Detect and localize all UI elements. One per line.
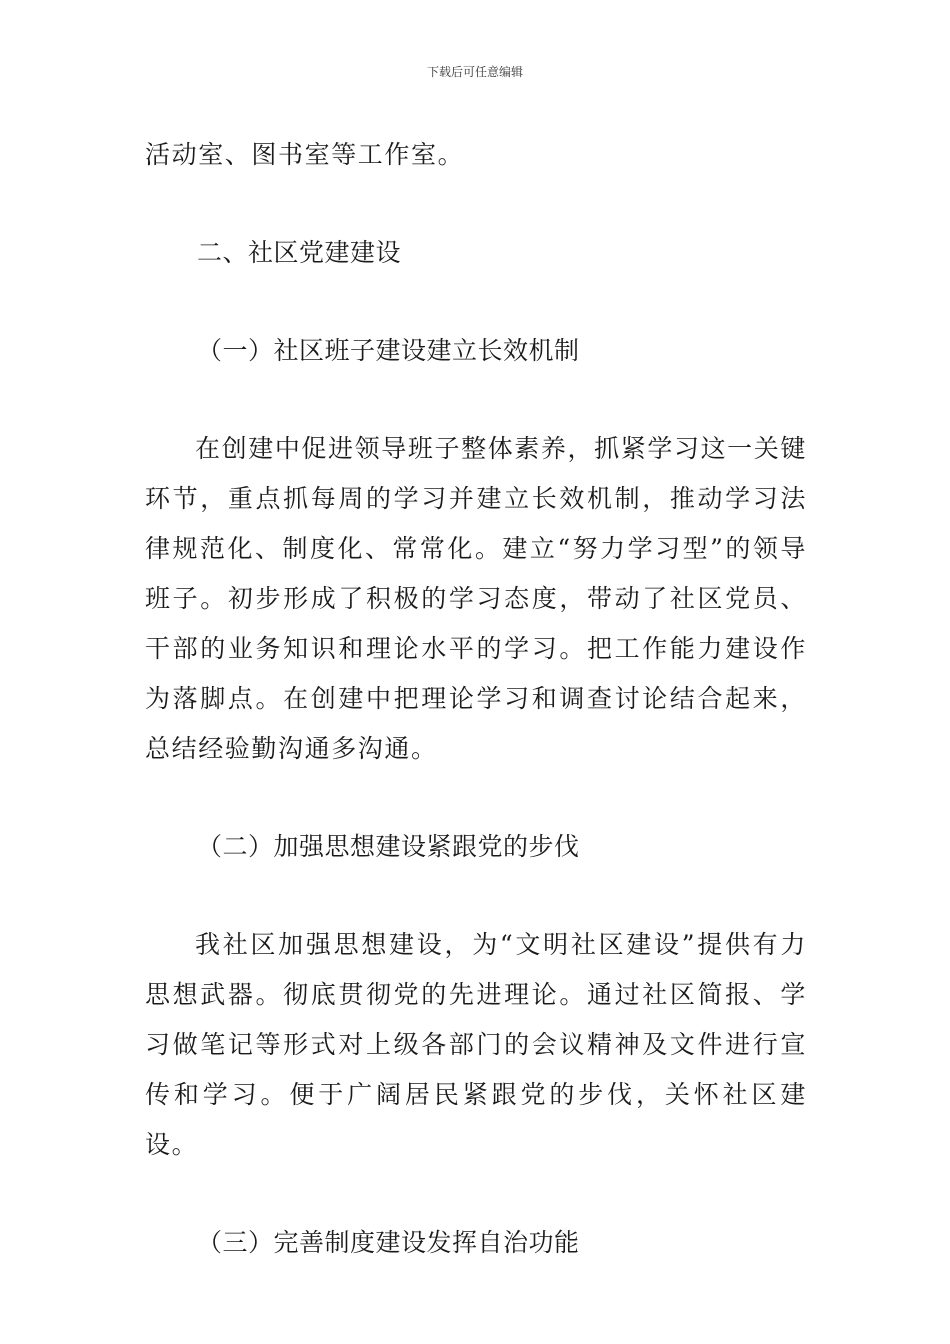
subsection-body-2: 我社区加强思想建设，为“文明社区建设”提供有力思想武器。彻底贯彻党的先进理论。通过社区简报、学习做笔记等形式对上级各部门的会议精神及文件进行宣传和学习。便于广阔居民紧跟党的步伐，关怀社区建设。 [145,930,807,1159]
subsection-title-3: （三）完善制度建设发挥自治功能 [197,1228,580,1257]
section-title: 二、社区党建建设 [197,238,402,267]
subsection-body-1: 在创建中促进领导班子整体素养，抓紧学习这一关键环节，重点抓每周的学习并建立长效机制，推动学习法律规范化、制度化、常常化。建立“努力学习型”的领导班子。初步形成了积极的学习态度，带动了社区党员、干部的业务知识和理论水平的学习。把工作能力建设作为落脚点。在创建中把理论学习和调查讨论结合起来，总结经验勤沟通多沟通。 [145,434,807,763]
intro-line: 活动室、图书室等工作室。 [145,140,465,169]
subsection-title-2: （二）加强思想建设紧跟党的步伐 [197,832,580,861]
subsection-title-1: （一）社区班子建设建立长效机制 [197,336,580,365]
document-body [145,130,807,1268]
page-header: 下载后可任意编辑 [426,65,523,79]
